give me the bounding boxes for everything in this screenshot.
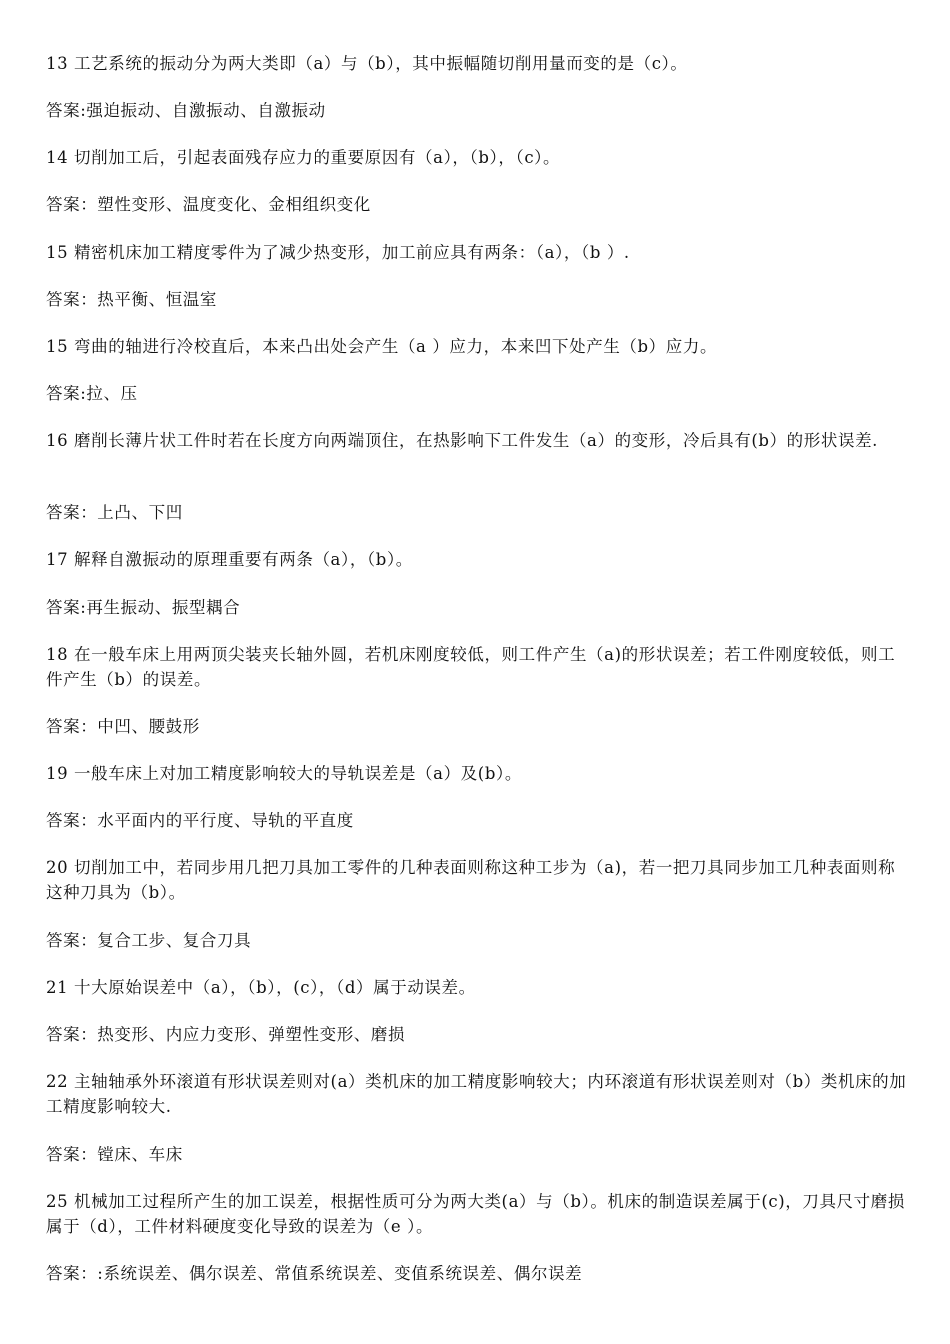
question-25: 25 机械加工过程所产生的加工误差，根据性质可分为两大类(a）与（b）。机床的制造误差属于(c)，刀具尺寸磨损属于（d），工件材料硬度变化导致的误差为（e ）。 — [46, 1192, 905, 1236]
answer-15a: 答案：热平衡、恒温室 — [46, 290, 217, 309]
answer-25: 答案：:系统误差、偶尔误差、常值系统误差、变值系统误差、偶尔误差 — [46, 1264, 583, 1283]
answer-21: 答案：热变形、内应力变形、弹塑性变形、磨损 — [46, 1025, 406, 1044]
question-15b: 15 弯曲的轴进行冷校直后，本来凸出处会产生（a ）应力，本来凹下处产生（b）应力。 — [46, 337, 718, 356]
question-14: 14 切削加工后，引起表面残存应力的重要原因有（a），（b），（c）。 — [46, 148, 561, 167]
answer-15b: 答案:拉、压 — [46, 384, 138, 403]
question-13: 13 工艺系统的振动分为两大类即（a）与（b），其中振幅随切削用量而变的是（c）。 — [46, 54, 688, 73]
question-16: 16 磨削长薄片状工件时若在长度方向两端顶住，在热影响下工件发生（a）的变形，冷后具有(b）的形状误差. — [46, 431, 879, 450]
answer-13: 答案:强迫振动、自激振动、自激振动 — [46, 101, 326, 120]
question-20: 20 切削加工中，若同步用几把刀具加工零件的几种表面则称这种工步为（a)，若一把刀具同步加工几种表面则称这种刀具为（b）。 — [46, 858, 896, 902]
answer-19: 答案：水平面内的平行度、导轨的平直度 — [46, 811, 354, 830]
question-15a: 15 精密机床加工精度零件为了减少热变形，加工前应具有两条：（a），（b ）. — [46, 243, 630, 262]
question-17: 17 解释自激振动的原理重要有两条（a），（b）。 — [46, 550, 413, 569]
answer-20: 答案：复合工步、复合刀具 — [46, 931, 252, 950]
question-22: 22 主轴轴承外环滚道有形状误差则对(a）类机床的加工精度影响较大；内环滚道有形状误差则对（b）类机床的加工精度影响较大. — [46, 1072, 907, 1116]
question-18: 18 在一般车床上用两顶尖装夹长轴外圆，若机床刚度较低，则工件产生（a)的形状误差；若工件刚度较低，则工件产生（b）的误差。 — [46, 645, 896, 689]
answer-16: 答案：上凸、下凹 — [46, 503, 183, 522]
answer-17: 答案:再生振动、振型耦合 — [46, 598, 241, 617]
question-21: 21 十大原始误差中（a），（b），(c），（d）属于动误差。 — [46, 978, 476, 997]
answer-14: 答案：塑性变形、温度变化、金相组织变化 — [46, 195, 371, 214]
answer-18: 答案：中凹、腰鼓形 — [46, 717, 200, 736]
answer-22: 答案：镗床、车床 — [46, 1145, 183, 1164]
question-19: 19 一般车床上对加工精度影响较大的导轨误差是（a）及(b）。 — [46, 764, 522, 783]
